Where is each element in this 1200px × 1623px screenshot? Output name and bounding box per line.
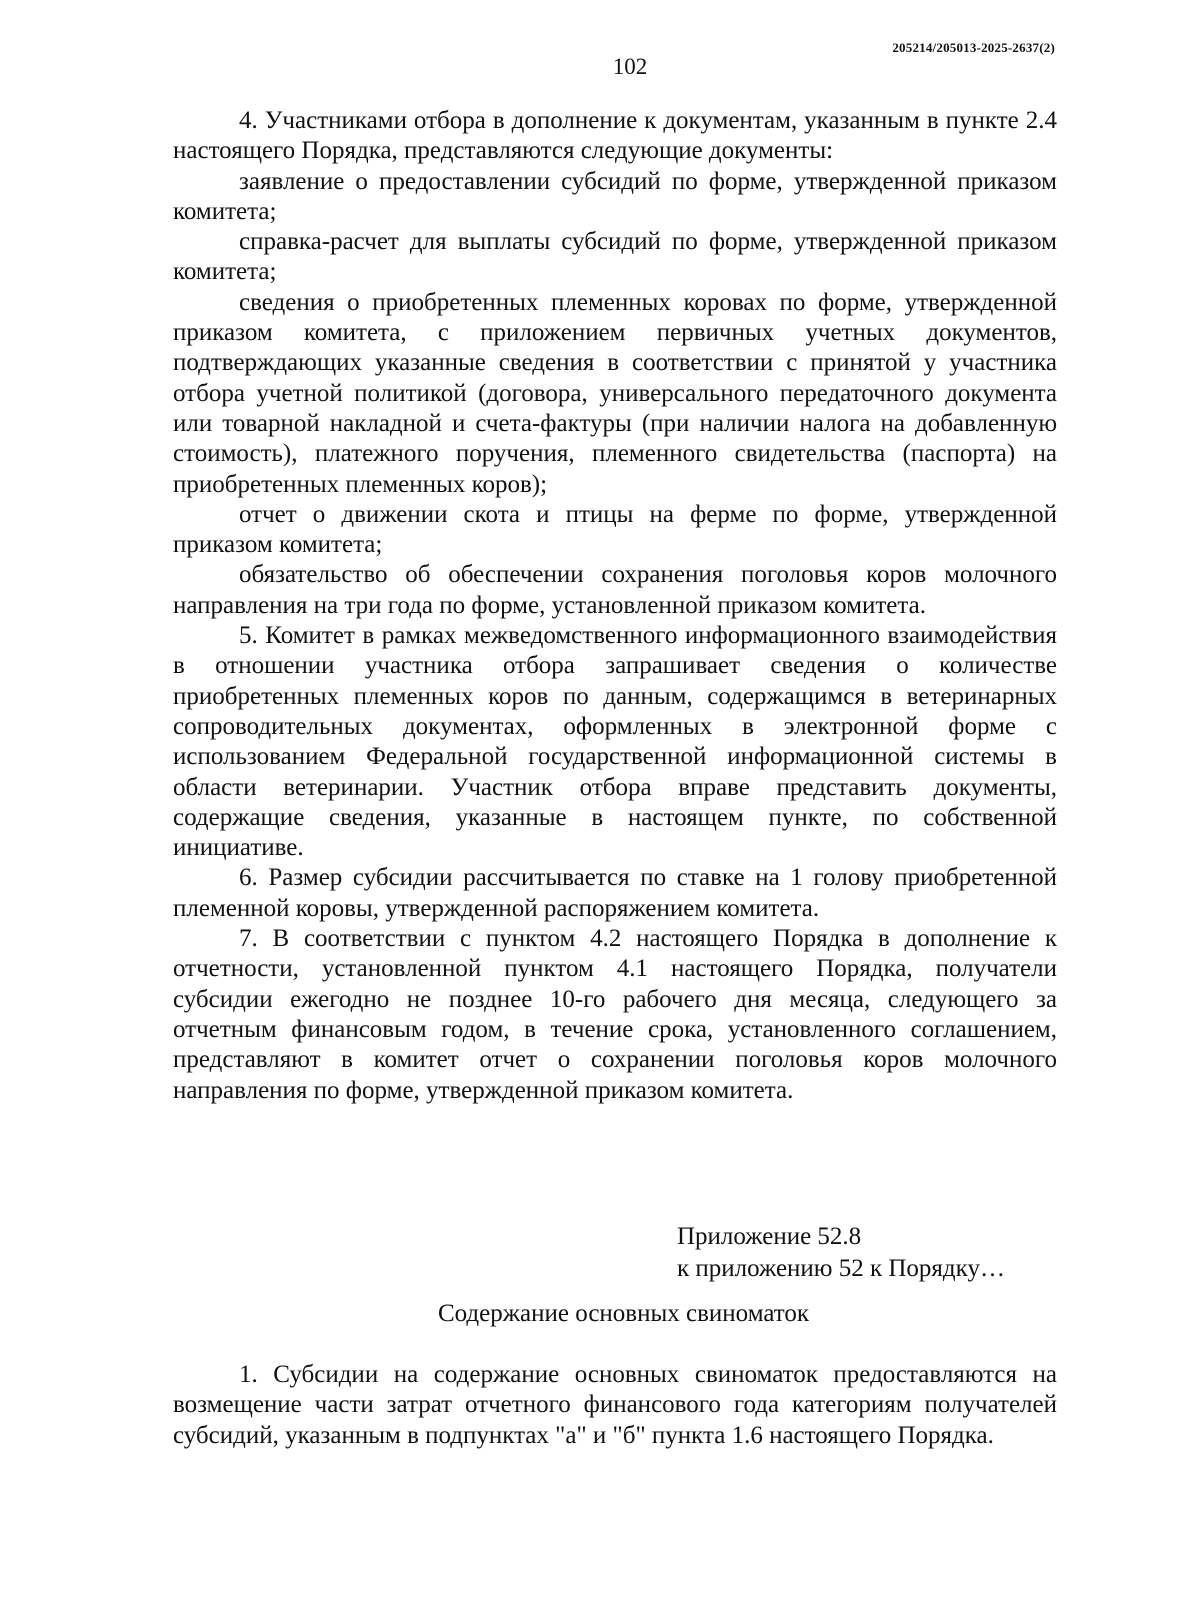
section-text <box>173 1360 1057 1451</box>
paragraph-obligation: обязательство об обеспечении сохранения поголовья коров молочного направления на три года по форме, установленной приказом комитета. <box>173 561 1057 619</box>
appendix-line-1: Приложение 52.8 <box>677 1223 862 1250</box>
paragraph-livestock-report: отчет о движении скота и птицы на ферме по форме, утвержденной приказом комитета; <box>173 500 1057 559</box>
section-paragraph-1: 1. Субсидии на содержание основных свиноматок предоставляются на возмещение части затрат отчетного финансового года категориям получателей субсидий, указанным в подпунктах "а" и "б" пункта 1.6 настоящего Порядка. <box>173 1361 1057 1449</box>
main-text <box>173 106 1057 1106</box>
paragraph-item-5: 5. Комитет в рамках межведомственного информационного взаимодействия в отношении участника отбора запрашивает сведения о количестве приобретенных племенных коров по данным, содержащимся в ветеринарных сопроводительных документах, оформленных в электронной форме с использованием Федеральной государственной информационной системы в области ветеринарии. Участник отбора вправе представить документы, содержащие сведения, указанные в настоящем пункте, по собственной инициативе. <box>173 622 1057 862</box>
paragraph-item-6: 6. Размер субсидии рассчитывается по ставке на 1 голову приобретенной племенной коровы, утвержденной распоряжением комитета. <box>173 864 1057 922</box>
paragraph-item-7: 7. В соответствии с пунктом 4.2 настоящего Порядка в дополнение к отчетности, установленной пунктом 4.1 настоящего Порядка, получатели субсидии ежегодно не позднее 10-го рабочего дня месяца, следующего за отчетным финансовым годом, в течение срока, установленного соглашением, представляют в комитет отчет о сохранении поголовья коров молочного направления по форме, утвержденной приказом комитета. <box>173 925 1057 1104</box>
document-id: 205214/205013-2025-2637(2) <box>892 40 1055 55</box>
paragraph-calculation-certificate: справка-расчет для выплаты субсидий по форме, утвержденной приказом комитета; <box>173 228 1057 286</box>
appendix-reference <box>677 1221 1005 1285</box>
paragraph-application-form: заявление о предоставлении субсидий по форме, утвержденной приказом комитета; <box>173 167 1057 225</box>
paragraph-purchased-cows-info: сведения о приобретенных племенных коровах по форме, утвержденной приказом комитета, с приложением первичных учетных документов, подтверждающих указанные сведения в соответствии с принятой у участника отбора учетной политикой (договора, универсального передаточного документа или товарной накладной и счета-фактуры (при наличии налога на добавленную стоимость), платежного поручения, племенного свидетельства (паспорта) на приобретенных племенных коров); <box>173 288 1057 498</box>
paragraph-item-4: 4. Участниками отбора в дополнение к документам, указанным в пункте 2.4 настоящего Порядка, представляются следующие документы: <box>173 107 1057 165</box>
page-number: 102 <box>612 54 648 79</box>
section-title: Содержание основных свиноматок <box>437 1300 810 1327</box>
appendix-line-2: к приложению 52 к Порядку… <box>677 1255 1005 1282</box>
